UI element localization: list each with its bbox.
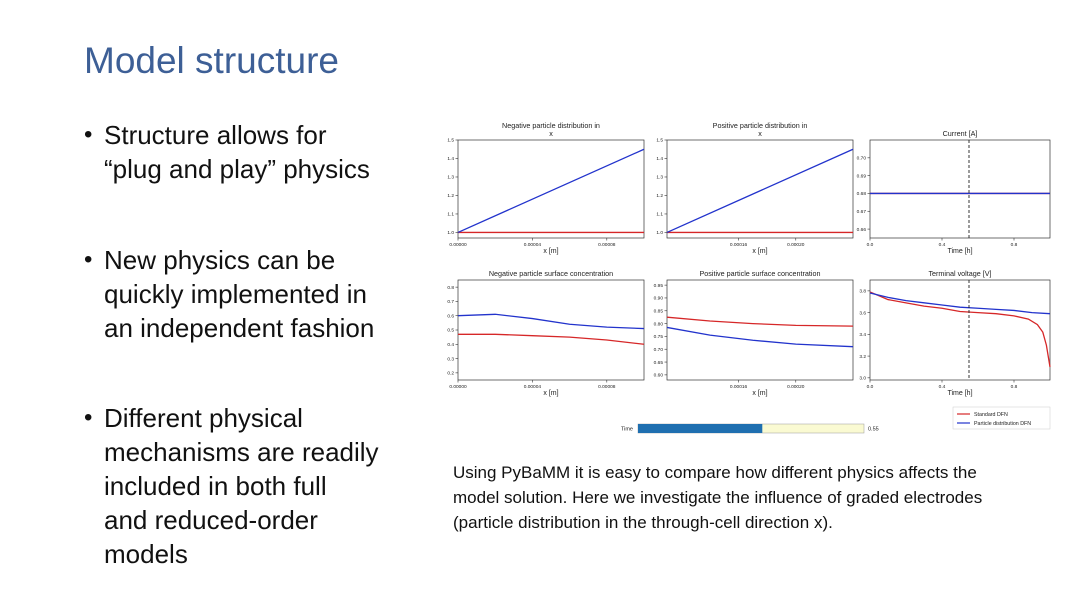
- y-tick-label: 0.6: [447, 314, 454, 320]
- y-tick-label: 1.1: [447, 212, 454, 218]
- bullet-line: Different physical: [104, 403, 303, 433]
- y-tick-label: 0.60: [653, 373, 663, 379]
- bullet-line: and reduced-order: [104, 505, 318, 535]
- y-tick-label: 0.95: [653, 283, 663, 289]
- bullet-line: quickly implemented in: [104, 279, 368, 309]
- y-tick-label: 0.67: [856, 209, 866, 215]
- chart-title: Negative particle surface concentration: [488, 269, 614, 278]
- x-tick-label: 0.8: [1010, 243, 1018, 248]
- y-tick-label: 1.2: [447, 194, 454, 200]
- bullet-line: New physics can be: [104, 245, 336, 275]
- y-tick-label: 0.2: [447, 371, 454, 377]
- legend-label: Particle distribution DFN: [974, 420, 1032, 427]
- x-tick-label: 0.00020: [787, 243, 805, 248]
- x-tick-label: 0.0: [866, 385, 874, 390]
- y-tick-label: 3.2: [859, 354, 866, 360]
- y-tick-label: 1.1: [656, 212, 663, 218]
- y-tick-label: 0.68: [856, 192, 866, 198]
- plot-frame: [667, 140, 853, 238]
- x-axis-label: x [m]: [752, 390, 768, 397]
- x-tick-label: 0.00008: [598, 385, 616, 390]
- x-tick-label: 0.00000: [449, 385, 467, 390]
- y-tick-label: 0.70: [856, 156, 866, 162]
- x-tick-label: 0.00008: [598, 243, 616, 248]
- chart-title: Terminal voltage [V]: [928, 269, 992, 278]
- y-tick-label: 1.0: [656, 231, 663, 237]
- chart-title: x: [549, 129, 553, 138]
- bullet-dot-icon: •: [84, 121, 93, 148]
- y-tick-label: 0.65: [653, 360, 663, 366]
- time-slider: [621, 424, 879, 433]
- chart-title: Current [A]: [942, 129, 978, 138]
- x-axis-label: x [m]: [752, 248, 768, 255]
- x-axis-label: Time [h]: [947, 248, 973, 255]
- y-tick-label: 1.5: [447, 138, 454, 144]
- y-tick-label: 0.3: [447, 357, 454, 363]
- y-tick-label: 0.7: [447, 300, 454, 306]
- chart-panel: [656, 121, 853, 255]
- y-tick-label: 1.5: [656, 138, 663, 144]
- x-axis-label: x [m]: [543, 390, 559, 397]
- bullet-line: models: [104, 539, 188, 569]
- y-tick-label: 0.90: [653, 296, 663, 302]
- bullet-text: [104, 243, 424, 345]
- chart-panel: [447, 121, 644, 255]
- x-tick-label: 0.0: [866, 243, 874, 248]
- y-tick-label: 1.2: [656, 194, 663, 200]
- y-tick-label: 0.80: [653, 322, 663, 328]
- bullet-line: mechanisms are readily: [104, 437, 379, 467]
- plot-frame: [870, 140, 1050, 238]
- x-tick-label: 0.00020: [787, 385, 805, 390]
- y-tick-label: 0.4: [447, 342, 454, 348]
- legend-label: Standard DFN: [974, 411, 1008, 418]
- bullet-line: “plug and play” physics: [104, 154, 370, 184]
- legend: [953, 407, 1050, 429]
- x-tick-label: 0.00004: [523, 243, 542, 248]
- figure-caption: [453, 460, 1053, 535]
- x-tick-label: 0.00000: [449, 243, 467, 248]
- y-tick-label: 3.8: [859, 289, 866, 295]
- slider-value: 0.55: [868, 426, 879, 433]
- chart-title: Positive particle surface concentration: [699, 269, 821, 278]
- y-tick-label: 0.70: [653, 347, 663, 353]
- plot-frame: [667, 280, 853, 380]
- y-tick-label: 1.0: [447, 231, 454, 237]
- y-tick-label: 1.4: [447, 157, 454, 163]
- x-axis-label: Time [h]: [947, 390, 973, 397]
- y-tick-label: 0.75: [653, 335, 663, 341]
- chart-panel: [859, 269, 1050, 397]
- bullet-line: Structure allows for: [104, 120, 327, 150]
- x-tick-label: 0.4: [938, 385, 946, 390]
- bullet-text: [104, 118, 424, 186]
- chart-panel: [857, 129, 1050, 255]
- chart-panel: [654, 269, 853, 397]
- y-tick-label: 0.69: [856, 174, 866, 180]
- chart-panel: [447, 269, 644, 397]
- y-tick-label: 3.6: [859, 311, 866, 317]
- results-figure: [440, 112, 1060, 442]
- y-tick-label: 0.5: [447, 328, 454, 334]
- bullet-line: an independent fashion: [104, 313, 375, 343]
- y-tick-label: 3.4: [859, 333, 866, 339]
- plot-frame: [458, 280, 644, 380]
- y-tick-label: 0.66: [856, 227, 866, 233]
- slider-fill: [638, 424, 762, 433]
- x-axis-label: x [m]: [543, 248, 559, 255]
- x-tick-label: 0.00016: [729, 385, 748, 390]
- chart-title: x: [758, 129, 762, 138]
- plot-frame: [870, 280, 1050, 380]
- caption-line: Using PyBaMM it is easy to compare how different physics affects the: [453, 463, 977, 482]
- y-tick-label: 1.3: [447, 175, 454, 181]
- bullet-text: [104, 401, 424, 571]
- y-tick-label: 0.85: [653, 309, 663, 315]
- y-tick-label: 1.4: [656, 157, 663, 163]
- plot-frame: [458, 140, 644, 238]
- bullet-line: included in both full: [104, 471, 327, 501]
- bullet-dot-icon: •: [84, 404, 93, 431]
- y-tick-label: 3.0: [859, 376, 866, 382]
- y-tick-label: 0.8: [447, 285, 454, 291]
- x-tick-label: 0.8: [1010, 385, 1018, 390]
- chart-title: Positive particle distribution in: [712, 121, 808, 130]
- x-tick-label: 0.00004: [523, 385, 542, 390]
- x-tick-label: 0.4: [938, 243, 946, 248]
- slider-label: Time: [620, 426, 633, 433]
- caption-line: (particle distribution in the through-cell direction x).: [453, 513, 833, 532]
- caption-line: model solution. Here we investigate the influence of graded electrodes: [453, 488, 983, 507]
- y-tick-label: 1.3: [656, 175, 663, 181]
- bullet-dot-icon: •: [84, 246, 93, 273]
- slide-title: Model structure: [84, 40, 339, 81]
- x-tick-label: 0.00016: [729, 243, 748, 248]
- chart-title: Negative particle distribution in: [502, 121, 600, 130]
